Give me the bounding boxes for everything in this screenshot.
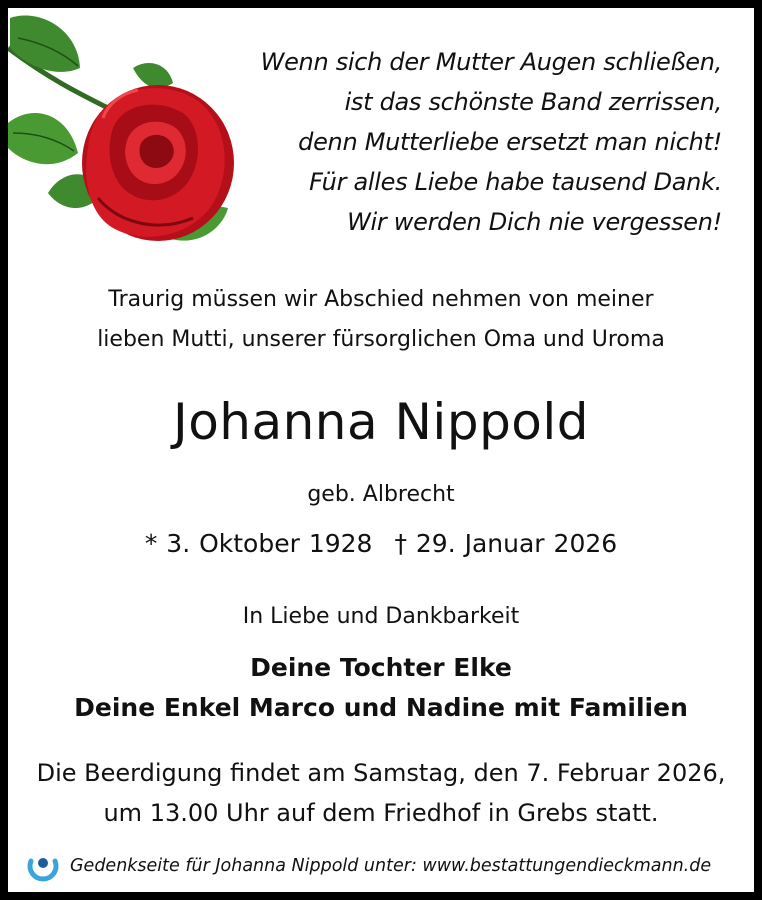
death-date: † 29. Januar 2026 xyxy=(394,529,618,558)
intro-text xyxy=(8,280,754,360)
memorial-logo-icon xyxy=(26,849,60,883)
funeral-info xyxy=(8,753,754,833)
family-line: Deine Tochter Elke xyxy=(250,653,512,682)
obituary-card xyxy=(8,8,754,892)
deceased-name: Johanna Nippold xyxy=(172,393,590,451)
poem-line: Wenn sich der Mutter Augen schließen, xyxy=(260,48,722,76)
poem-line: denn Mutterliebe ersetzt man nicht! xyxy=(298,128,722,156)
family-signatures xyxy=(8,648,754,728)
memorial-page-link[interactable]: Gedenkseite für Johanna Nippold unter: www.bestattungendieckmann.de xyxy=(70,856,712,876)
intro-line: Traurig müssen wir Abschied nehmen von meiner xyxy=(108,287,654,312)
thanks-line: In Liebe und Dankbarkeit xyxy=(242,604,520,629)
rose-icon xyxy=(8,8,238,258)
intro-line: lieben Mutti, unserer fürsorglichen Oma und Uroma xyxy=(97,327,665,352)
life-dates xyxy=(8,526,754,562)
poem-line: ist das schönste Band zerrissen, xyxy=(344,88,722,116)
poem-line: Wir werden Dich nie vergessen! xyxy=(347,208,722,236)
birth-name: geb. Albrecht xyxy=(307,482,455,507)
poem xyxy=(261,42,722,242)
funeral-line: um 13.00 Uhr auf dem Friedhof in Grebs statt. xyxy=(103,799,659,827)
poem-line: Für alles Liebe habe tausend Dank. xyxy=(309,168,722,196)
funeral-line: Die Beerdigung findet am Samstag, den 7. Februar 2026, xyxy=(36,759,726,787)
birth-date: * 3. Oktober 1928 xyxy=(144,529,373,558)
memorial-page-footer xyxy=(26,850,711,882)
family-line: Deine Enkel Marco und Nadine mit Familien xyxy=(74,693,688,722)
